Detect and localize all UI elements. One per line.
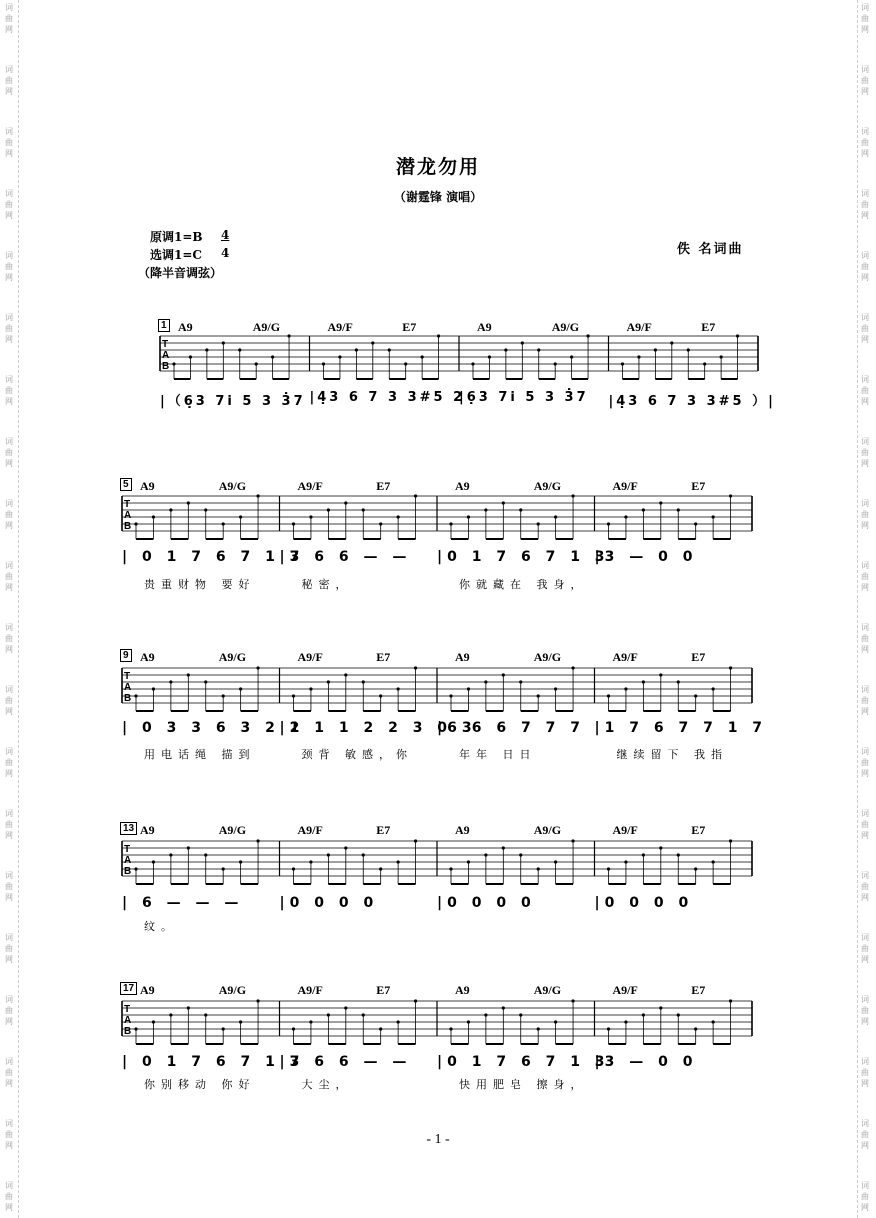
tab-clef-letter: T	[162, 339, 169, 350]
jianpu-measure: |（6̣3 7i 5 3 3̇7	[160, 394, 306, 409]
jianpu-measure: |7 6 6 — —	[279, 549, 412, 565]
jianpu-measure: | 0 3 3 6 3 2 1	[122, 720, 305, 736]
chord-symbol: E7	[376, 823, 391, 837]
tab-clef-letter: B	[162, 361, 170, 372]
jianpu-measure: | 6 — — —	[122, 895, 244, 911]
chord-symbol: A9/F	[297, 479, 323, 493]
tab-staff	[122, 668, 754, 718]
chord-symbol: A9	[178, 320, 193, 334]
jianpu-measure: |6 6 6 7 7 7	[437, 720, 585, 736]
chord-symbol: A9/G	[252, 320, 281, 334]
time-signature-bottom: 4	[221, 246, 230, 260]
chord-symbol: E7	[701, 320, 716, 334]
chord-symbol: A9/F	[612, 479, 638, 493]
jianpu-measure: |0 1 7 6 7 1 3	[437, 549, 610, 565]
tab-clef-letter: A	[124, 1015, 132, 1026]
tab-clef-letter: B	[124, 1026, 132, 1037]
tab-clef-letter: T	[124, 1004, 131, 1015]
tab-clef-letter: B	[124, 693, 132, 704]
chord-symbol: A9	[455, 479, 470, 493]
chord-symbol: A9	[455, 983, 470, 997]
lyric-line: 秘密，	[301, 578, 353, 591]
tab-clef-letter: B	[124, 521, 132, 532]
lyric-line: 大尘，	[301, 1078, 353, 1091]
watermark-left: 词 曲 网 词 曲 网 词 曲 网 词 曲 网 词 曲 网 词 曲 网 词 曲 网 词 曲 网 词 曲 网 词 曲 网 词 曲 网 词 曲 网 词 曲 网 词 曲 网 词 曲 网 词 曲 网 词 曲 网 词 曲 网 词 曲 网 词 曲 网	[5, 3, 13, 1212]
chord-symbol: E7	[691, 823, 706, 837]
chord-symbol: A9	[140, 823, 155, 837]
jianpu-measure: | 0 1 7 6 7 1 3	[122, 549, 305, 565]
chord-symbol: E7	[376, 479, 391, 493]
measure-number: 13	[120, 822, 137, 835]
chord-symbol: E7	[402, 320, 417, 334]
chord-symbol: A9/F	[612, 650, 638, 664]
chord-symbol: A9	[140, 983, 155, 997]
jianpu-measure: |0 0 0 0	[437, 895, 536, 911]
lyric-line: 继续留下 我指	[616, 748, 728, 761]
jianpu-measure: |6̣3 7i 5 3 3̇7	[459, 390, 589, 405]
watermark-right: 词 曲 网 词 曲 网 词 曲 网 词 曲 网 词 曲 网 词 曲 网 词 曲 网 词 曲 网 词 曲 网 词 曲 网 词 曲 网 词 曲 网 词 曲 网 词 曲 网 词 曲 网 词 曲 网 词 曲 网 词 曲 网 词 曲 网 词 曲 网	[861, 3, 869, 1212]
lyric-line: 你就藏在 我身，	[459, 578, 588, 591]
chord-symbol: A9	[455, 823, 470, 837]
chord-symbol: A9/G	[218, 983, 247, 997]
chord-symbol: E7	[691, 479, 706, 493]
jianpu-measure: | 0 1 7 6 7 1 3	[122, 1054, 305, 1070]
chord-symbol: A9/F	[626, 320, 652, 334]
jianpu-measure: |4̣3 6 7 3 3#5 2	[309, 390, 466, 405]
chord-symbol: A9/G	[533, 650, 562, 664]
chord-symbol: A9/F	[327, 320, 353, 334]
tab-clef-letter: A	[124, 682, 132, 693]
selected-key: 选调1=C	[150, 248, 202, 262]
chord-symbol: A9	[477, 320, 492, 334]
tab-clef-letter: T	[124, 499, 131, 510]
lyric-line: 用电话绳 描到	[144, 748, 256, 761]
tab-clef-letter: T	[124, 844, 131, 855]
left-margin-rule	[18, 0, 19, 1218]
lyric-line: 颈背 敏感，你	[301, 748, 413, 761]
chord-symbol: A9/G	[218, 823, 247, 837]
chord-symbol: A9/G	[533, 479, 562, 493]
measure-number: 5	[120, 478, 132, 491]
lyric-line: 年年 日日	[459, 748, 537, 761]
jianpu-measure: |7 6 6 — —	[279, 1054, 412, 1070]
chord-symbol: A9/G	[533, 983, 562, 997]
page-number: - 1 -	[426, 1132, 450, 1147]
chord-symbol: E7	[691, 650, 706, 664]
time-signature-top: 4	[221, 228, 230, 242]
measure-number: 17	[120, 982, 137, 995]
lyric-line: 你别移动 你好	[144, 1078, 256, 1091]
lyric-line: 贵重财物 要好	[144, 578, 256, 591]
chord-symbol: A9/G	[218, 650, 247, 664]
lyric-line: 纹。	[144, 920, 178, 933]
chord-symbol: E7	[376, 650, 391, 664]
tab-clef-letter: T	[124, 671, 131, 682]
tuning-note: （降半音调弦）	[138, 266, 223, 280]
tab-clef-letter: A	[124, 510, 132, 521]
tab-clef-letter: B	[124, 866, 132, 877]
jianpu-measure: |3 — 0 0	[594, 1054, 698, 1070]
jianpu-measure: |1 7 6 7 7 1 7	[594, 720, 768, 736]
song-title: 潜龙勿用	[395, 156, 480, 178]
chord-symbol: A9/F	[297, 983, 323, 997]
chord-symbol: E7	[691, 983, 706, 997]
measure-number: 9	[120, 649, 132, 662]
tab-clef-letter: A	[124, 855, 132, 866]
tab-clef-letter: A	[162, 350, 170, 361]
chord-symbol: E7	[376, 983, 391, 997]
composer-credit: 佚 名词曲	[677, 242, 744, 257]
chord-symbol: A9/F	[612, 983, 638, 997]
chord-symbol: A9/G	[218, 479, 247, 493]
tab-staff	[122, 496, 754, 546]
jianpu-measure: |3 — 0 0	[594, 549, 698, 565]
jianpu-measure: |2 1 1 2 2 3 0 3	[279, 720, 477, 736]
tab-staff	[122, 841, 754, 891]
chord-symbol: A9/F	[297, 650, 323, 664]
jianpu-measure: |4̣3 6 7 3 3#5 ）|	[608, 394, 776, 409]
chord-symbol: A9	[140, 479, 155, 493]
measure-number: 1	[158, 319, 170, 332]
chord-symbol: A9/F	[612, 823, 638, 837]
jianpu-measure: |0 0 0 0	[594, 895, 694, 911]
jianpu-measure: |0 1 7 6 7 1 3	[437, 1054, 610, 1070]
chord-symbol: A9/F	[297, 823, 323, 837]
tab-staff	[122, 1001, 754, 1051]
chord-symbol: A9/G	[533, 823, 562, 837]
singer-credit: （谢霆锋 演唱）	[393, 190, 483, 204]
tab-staff	[160, 336, 760, 386]
original-key: 原调1=B	[150, 230, 203, 244]
chord-symbol: A9/G	[551, 320, 580, 334]
chord-symbol: A9	[455, 650, 470, 664]
lyric-line: 快用肥皂 擦身，	[459, 1078, 588, 1091]
jianpu-measure: |0 0 0 0	[279, 895, 379, 911]
chord-symbol: A9	[140, 650, 155, 664]
